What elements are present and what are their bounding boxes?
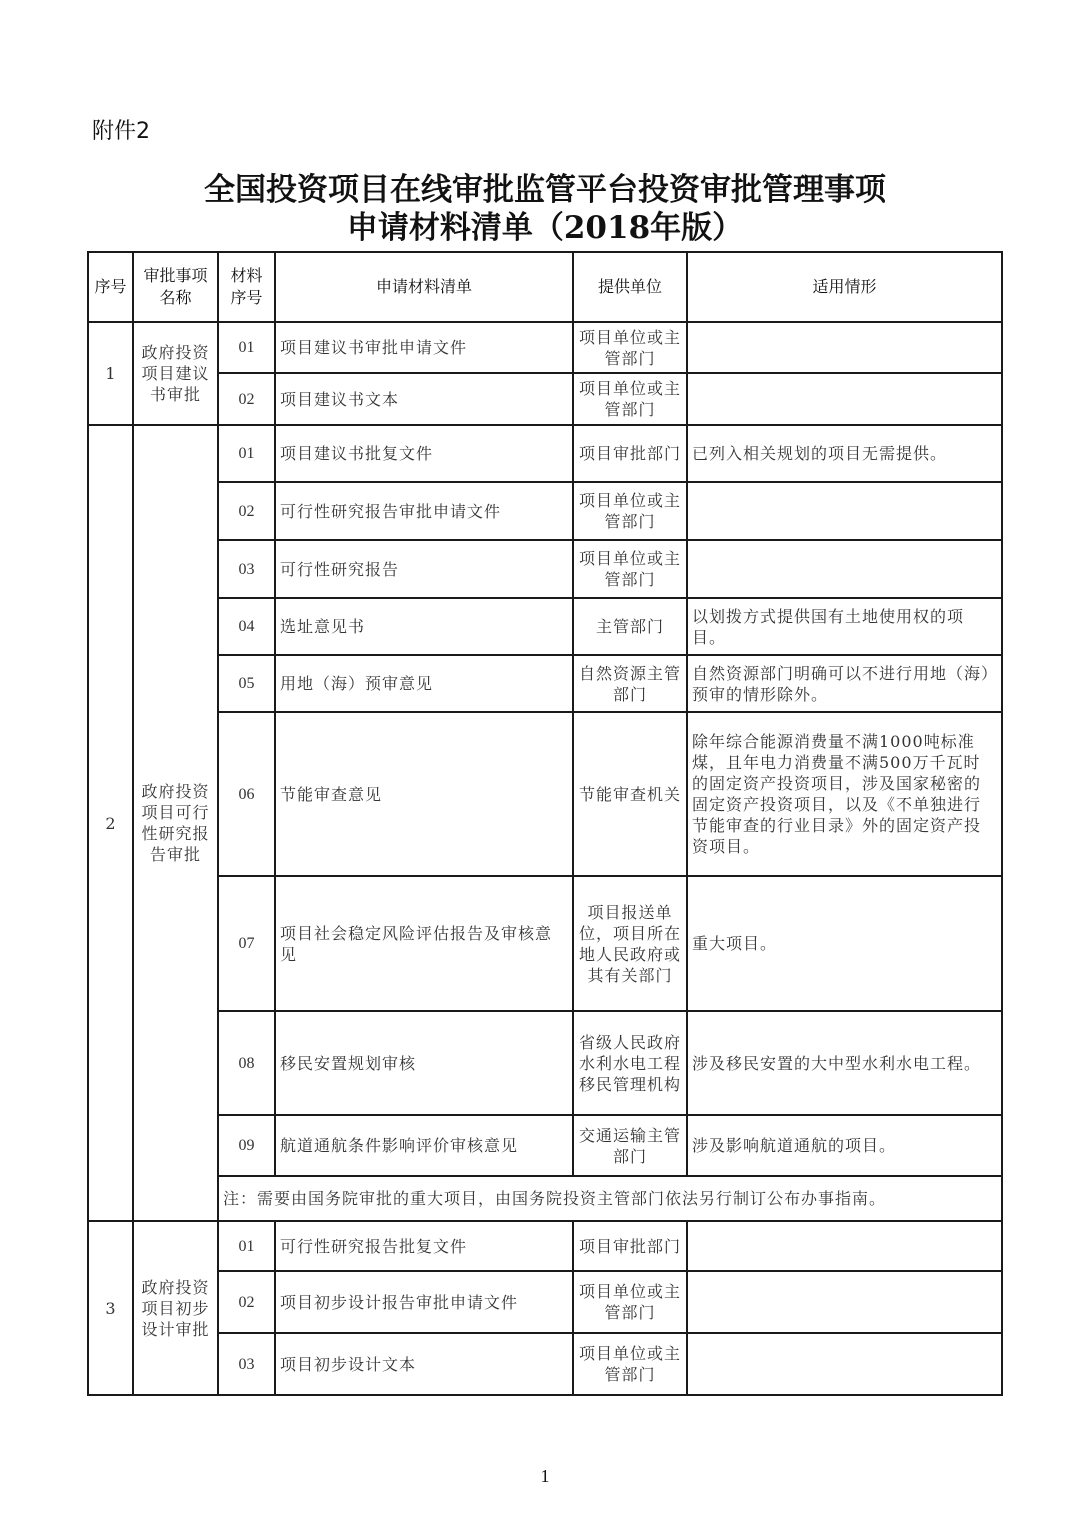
- provider: 项目单位或主管部门: [573, 1333, 687, 1395]
- note-row: [88, 1176, 1002, 1221]
- group-index: 3: [88, 1221, 133, 1395]
- material-no: 03: [218, 540, 275, 598]
- material-name: 可行性研究报告: [275, 540, 573, 598]
- header-material-no: 材料序号: [218, 252, 275, 322]
- table-row: [88, 1333, 1002, 1395]
- material-name: 可行性研究报告批复文件: [275, 1221, 573, 1271]
- table-row: [88, 482, 1002, 540]
- material-name: 项目初步设计文本: [275, 1333, 573, 1395]
- header-index: 序号: [88, 252, 133, 322]
- material-name: 项目建议书审批申请文件: [275, 322, 573, 373]
- material-name: 项目建议书文本: [275, 373, 573, 425]
- table-header-row: [88, 252, 1002, 322]
- material-name: 用地（海）预审意见: [275, 655, 573, 712]
- material-no: 02: [218, 482, 275, 540]
- page-number: 1: [540, 1466, 550, 1486]
- condition: 重大项目。: [687, 876, 1002, 1011]
- condition: [687, 540, 1002, 598]
- table-row: [88, 425, 1002, 482]
- provider: 项目审批部门: [573, 425, 687, 482]
- provider: 项目报送单位，项目所在地人民政府或其有关部门: [573, 876, 687, 1011]
- group-name: 政府投资项目可行性研究报告审批: [133, 425, 218, 1221]
- provider: 节能审查机关: [573, 712, 687, 876]
- condition: [687, 1271, 1002, 1333]
- provider: 交通运输主管部门: [573, 1115, 687, 1176]
- table-row: [88, 1221, 1002, 1271]
- condition: [687, 482, 1002, 540]
- material-name: 选址意见书: [275, 598, 573, 655]
- table-row: [88, 598, 1002, 655]
- header-item-name: 审批事项名称: [133, 252, 218, 322]
- table-row: [88, 1011, 1002, 1115]
- condition: 自然资源部门明确可以不进行用地（海）预审的情形除外。: [687, 655, 1002, 712]
- header-provider: 提供单位: [573, 252, 687, 322]
- material-name: 移民安置规划审核: [275, 1011, 573, 1115]
- condition: [687, 1221, 1002, 1271]
- material-name: 节能审查意见: [275, 712, 573, 876]
- condition: 已列入相关规划的项目无需提供。: [687, 425, 1002, 482]
- condition: 以划拨方式提供国有土地使用权的项目。: [687, 598, 1002, 655]
- material-name: 项目建议书批复文件: [275, 425, 573, 482]
- document-title-line2: 申请材料清单（2018年版）: [346, 210, 744, 246]
- material-name: 航道通航条件影响评价审核意见: [275, 1115, 573, 1176]
- table-row: [88, 655, 1002, 712]
- provider: 省级人民政府水利水电工程移民管理机构: [573, 1011, 687, 1115]
- group-name: 政府投资项目建议书审批: [133, 322, 218, 425]
- provider: 项目单位或主管部门: [573, 373, 687, 425]
- material-no: 06: [218, 712, 275, 876]
- table-row: [88, 712, 1002, 876]
- material-no: 03: [218, 1333, 275, 1395]
- table-row: [88, 540, 1002, 598]
- table-row: [88, 876, 1002, 1011]
- provider: 项目单位或主管部门: [573, 540, 687, 598]
- provider: 自然资源主管部门: [573, 655, 687, 712]
- group-index: 1: [88, 322, 133, 425]
- group-index: 2: [88, 425, 133, 1221]
- header-material: 申请材料清单: [275, 252, 573, 322]
- material-no: 02: [218, 1271, 275, 1333]
- material-no: 07: [218, 876, 275, 1011]
- table-row: [88, 373, 1002, 425]
- document-title-line1: 全国投资项目在线审批监管平台投资审批管理事项: [204, 172, 886, 208]
- material-name: 可行性研究报告审批申请文件: [275, 482, 573, 540]
- condition: 涉及移民安置的大中型水利水电工程。: [687, 1011, 1002, 1115]
- condition: 除年综合能源消费量不满1000吨标准煤，且年电力消费量不满500万千瓦时的固定资产投资项目，涉及国家秘密的固定资产投资项目，以及《不单独进行节能审查的行业目录》外的固定资产投资项目。: [687, 712, 1002, 876]
- provider: 主管部门: [573, 598, 687, 655]
- materials-table: [87, 251, 1003, 1396]
- condition: [687, 1333, 1002, 1395]
- condition: [687, 373, 1002, 425]
- material-no: 01: [218, 1221, 275, 1271]
- condition: 涉及影响航道通航的项目。: [687, 1115, 1002, 1176]
- material-name: 项目社会稳定风险评估报告及审核意见: [275, 876, 573, 1011]
- material-no: 01: [218, 322, 275, 373]
- material-no: 01: [218, 425, 275, 482]
- group-name: 政府投资项目初步设计审批: [133, 1221, 218, 1395]
- provider: 项目单位或主管部门: [573, 322, 687, 373]
- provider: 项目单位或主管部门: [573, 1271, 687, 1333]
- attachment-label: 附件2: [92, 119, 150, 144]
- table-row: [88, 1115, 1002, 1176]
- condition: [687, 322, 1002, 373]
- material-no: 02: [218, 373, 275, 425]
- material-name: 项目初步设计报告审批申请文件: [275, 1271, 573, 1333]
- material-no: 04: [218, 598, 275, 655]
- material-no: 05: [218, 655, 275, 712]
- material-no: 09: [218, 1115, 275, 1176]
- table-row: [88, 322, 1002, 373]
- table-row: [88, 1271, 1002, 1333]
- header-condition: 适用情形: [687, 252, 1002, 322]
- group-note: 注：需要由国务院审批的重大项目，由国务院投资主管部门依法另行制订公布办事指南。: [218, 1176, 1002, 1221]
- provider: 项目单位或主管部门: [573, 482, 687, 540]
- material-no: 08: [218, 1011, 275, 1115]
- provider: 项目审批部门: [573, 1221, 687, 1271]
